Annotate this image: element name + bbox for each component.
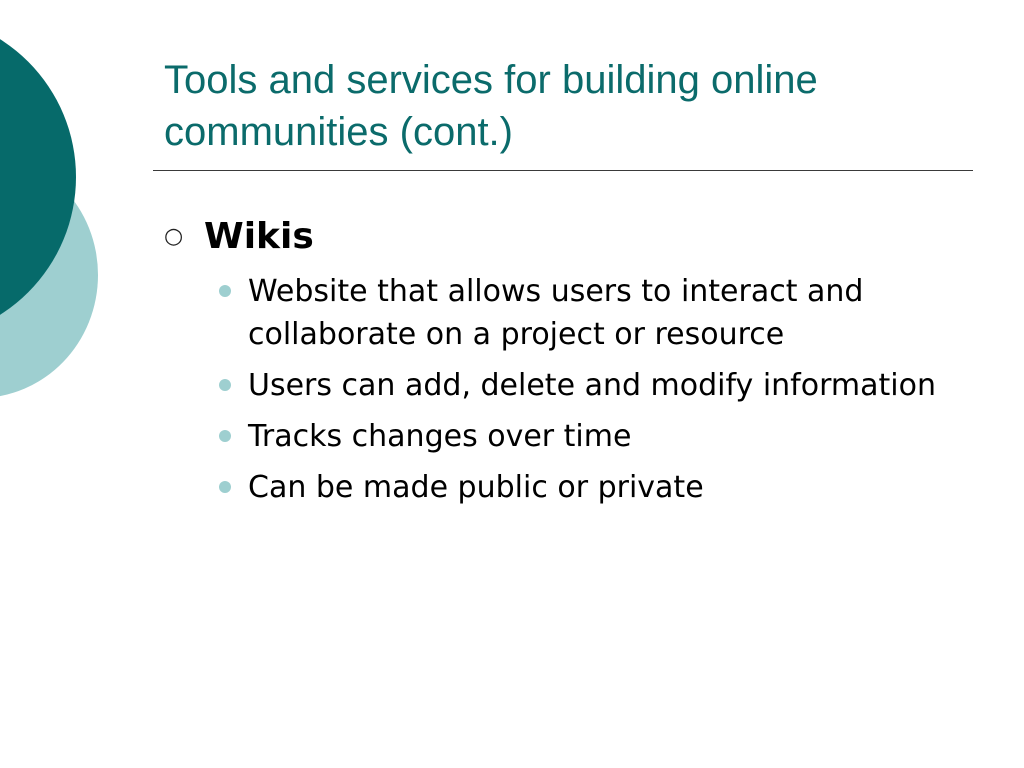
bullet-list xyxy=(164,270,964,509)
dot-bullet-icon xyxy=(219,285,231,297)
list-item-text: Can be made public or private xyxy=(248,470,704,505)
hollow-circle-bullet-icon: ○ xyxy=(164,224,184,249)
list-item xyxy=(164,466,964,509)
list-item-text: Tracks changes over time xyxy=(248,419,632,454)
topic-heading xyxy=(164,212,964,262)
slide-body xyxy=(164,212,964,517)
list-item xyxy=(164,415,964,458)
dot-bullet-icon xyxy=(219,430,231,442)
dot-bullet-icon xyxy=(219,379,231,391)
list-item-text: Website that allows users to interact and collaborate on a project or resource xyxy=(248,274,864,352)
list-item-text: Users can add, delete and modify information xyxy=(248,368,936,403)
slide-title: Tools and services for building online communities (cont.) xyxy=(164,58,818,154)
list-item xyxy=(164,270,964,356)
title-divider xyxy=(153,170,973,171)
dot-bullet-icon xyxy=(219,481,231,493)
topic-label: Wikis xyxy=(204,216,314,257)
list-item xyxy=(164,364,964,407)
